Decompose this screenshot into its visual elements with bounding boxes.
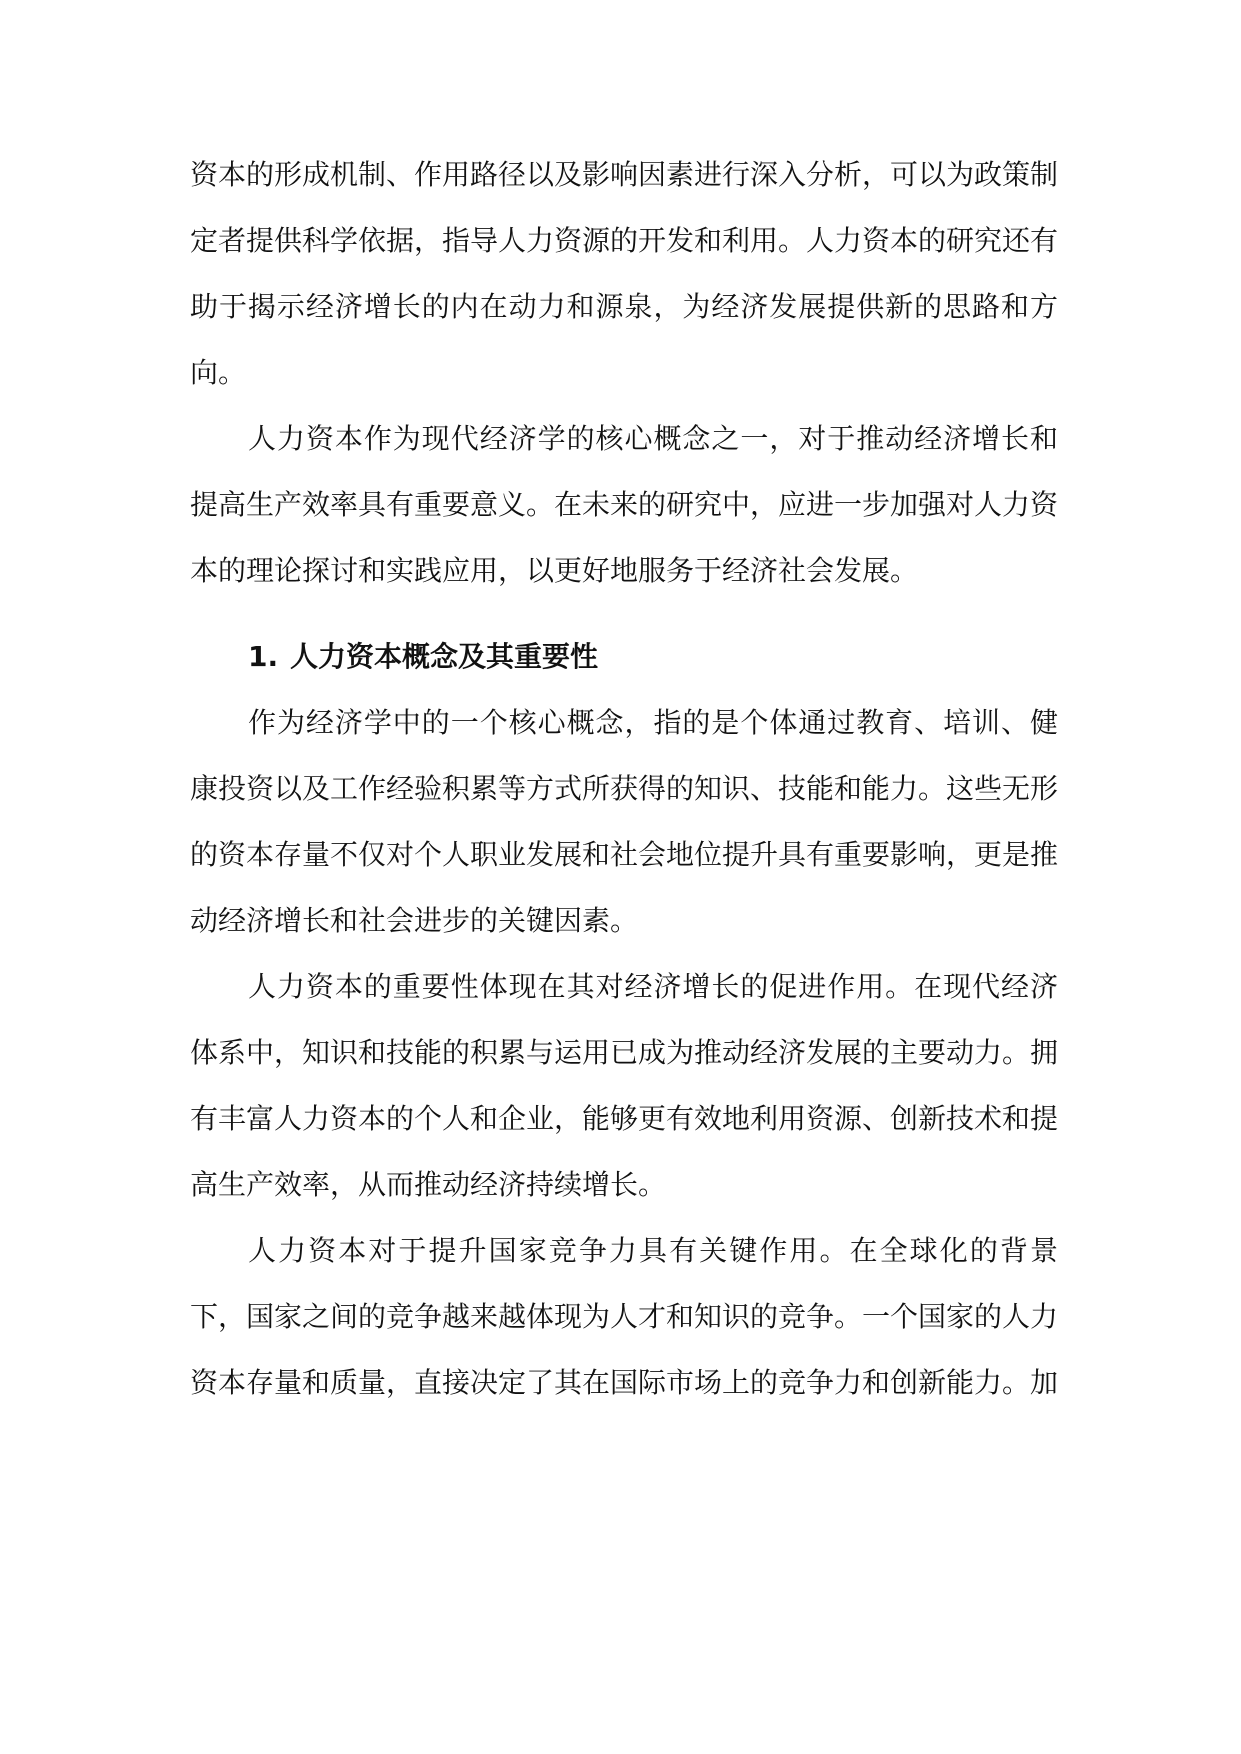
paragraph: 人力资本的重要性体现在其对经济增长的促进作用。在现代经济体系中，知识和技能的积累与运用已成为推动经济发展的主要动力。拥有丰富人力资本的个人和企业，能够更有效地利用资源、创新技术和提高生产效率，从而推动经济持续增长。: [190, 970, 1059, 1201]
section-heading: [190, 624, 1058, 690]
paragraph: 人力资本对于提升国家竞争力具有关键作用。在全球化的背景下，国家之间的竞争越来越体现为人才和知识的竞争。一个国家的人力资本存量和质量，直接决定了其在国际市场上的竞争力和创新能力。加: [190, 1234, 1059, 1399]
paragraph-continuation: 资本的形成机制、作用路径以及影响因素进行深入分析，可以为政策制定者提供科学依据，指导人力资源的开发和利用。人力资本的研究还有助于揭示经济增长的内在动力和源泉，为经济发展提供新的思路和方向。: [190, 158, 1059, 389]
document-body: [190, 142, 1058, 1416]
paragraph: 作为经济学中的一个核心概念，指的是个体通过教育、培训、健康投资以及工作经验积累等方式所获得的知识、技能和能力。这些无形的资本存量不仅对个人职业发展和社会地位提升具有重要影响，更是推动经济增长和社会进步的关键因素。: [190, 706, 1059, 937]
paragraph: 人力资本作为现代经济学的核心概念之一，对于推动经济增长和提高生产效率具有重要意义。在未来的研究中，应进一步加强对人力资本的理论探讨和实践应用，以更好地服务于经济社会发展。: [190, 422, 1059, 587]
section-number: 1.: [248, 640, 279, 673]
section-title: 人力资本概念及其重要性: [290, 640, 599, 673]
